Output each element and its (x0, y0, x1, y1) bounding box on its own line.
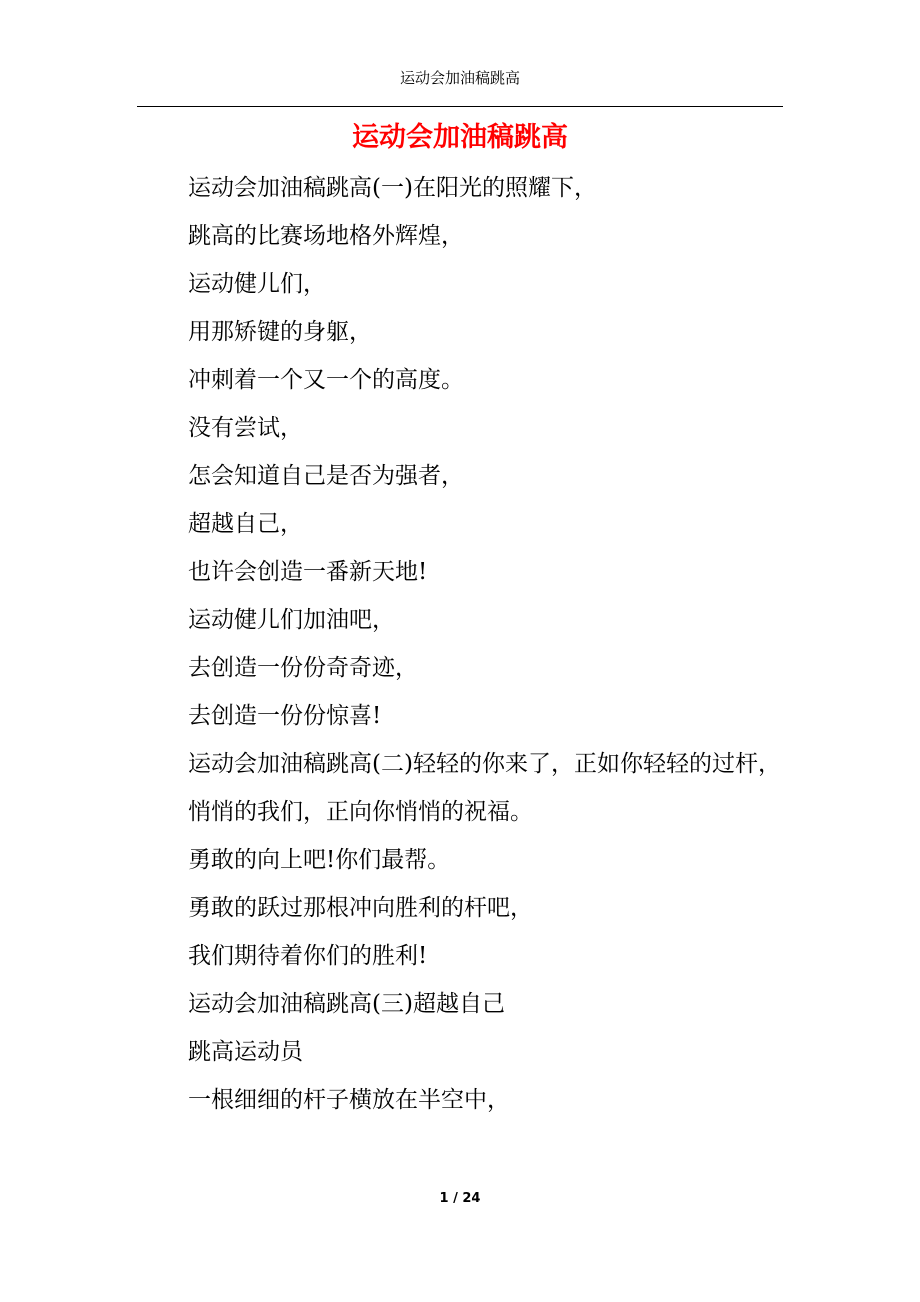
paragraph: 勇敢的跃过那根冲向胜利的杆吧， (188, 895, 533, 921)
paragraph: 运动会加油稿跳高(二)轻轻的你来了，正如你轻轻的过杆， (188, 751, 781, 777)
paragraph: 我们期待着你们的胜利! (188, 943, 428, 969)
header-divider (137, 106, 783, 107)
document-title: 运动会加油稿跳高 (352, 122, 568, 153)
paragraph: 超越自己， (188, 511, 303, 537)
paragraph: 跳高的比赛场地格外辉煌， (188, 223, 464, 249)
paragraph: 跳高运动员 (188, 1039, 303, 1065)
paragraph: 运动会加油稿跳高(三)超越自己 (188, 991, 505, 1017)
running-header: 运动会加油稿跳高 (399, 69, 520, 87)
paragraph: 用那矫键的身躯， (188, 319, 372, 345)
document-body (140, 164, 785, 1124)
paragraph: 运动会加油稿跳高(一)在阳光的照耀下， (188, 175, 597, 201)
paragraph: 去创造一份份惊喜! (188, 703, 382, 729)
page-number: 1 / 24 (439, 1191, 481, 1206)
paragraph: 冲刺着一个又一个的高度。 (188, 367, 464, 393)
paragraph: 运动健儿们， (188, 271, 326, 297)
paragraph: 去创造一份份奇奇迹， (188, 655, 418, 681)
paragraph: 一根细细的杆子横放在半空中， (188, 1087, 510, 1113)
paragraph: 运动健儿们加油吧， (188, 607, 395, 633)
paragraph: 悄悄的我们，正向你悄悄的祝福。 (188, 799, 533, 825)
paragraph: 没有尝试， (188, 415, 303, 441)
paragraph: 勇敢的向上吧!你们最帮。 (188, 847, 451, 873)
paragraph: 怎会知道自己是否为强者， (188, 463, 464, 489)
paragraph: 也许会创造一番新天地! (188, 559, 428, 585)
